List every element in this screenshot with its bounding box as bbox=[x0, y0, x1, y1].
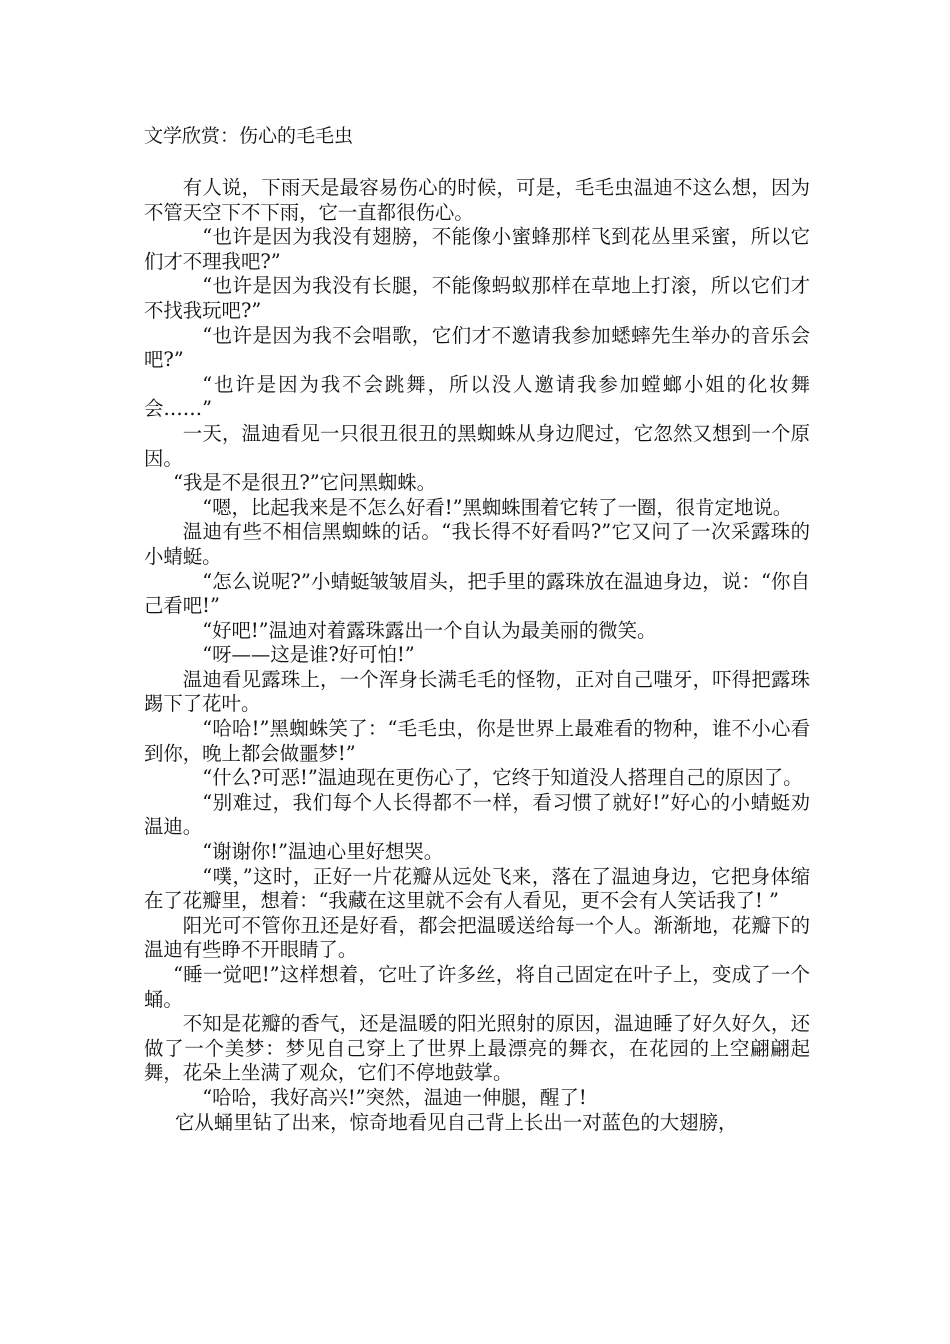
paragraph: “噗，”这时，正好一片花瓣从远处飞来，落在了温迪身边，它把身体缩在了花瓣里，想着：“我藏在这里就不会有人看见，更不会有人笑话我了! ” bbox=[144, 864, 810, 913]
paragraph: “也许是因为我没有翅膀，不能像小蜜蜂那样飞到花丛里采蜜，所以它们才不理我吧?” bbox=[144, 225, 810, 273]
paragraph: “呀——这是谁?好可怕!” bbox=[202, 643, 415, 667]
paragraph: “也许是因为我不会唱歌，它们才不邀请我参加蟋蟀先生举办的音乐会吧?” bbox=[144, 323, 810, 372]
paragraph: “也许是因为我没有长腿，不能像蚂蚁那样在草地上打滚，所以它们才不找我玩吧?” bbox=[144, 274, 810, 322]
paragraph: 有人说，下雨天是最容易伤心的时候，可是，毛毛虫温迪不这么想，因为不管天空下不下雨，它一直都很伤心。 bbox=[144, 176, 810, 224]
paragraph: “哈哈!”黑蜘蛛笑了：“毛毛虫，你是世界上最难看的物种，谁不小心看到你，晚上都会做噩梦!” bbox=[144, 717, 810, 765]
paragraph: “什么?可恶!”温迪现在更伤心了，它终于知道没人搭理自己的原因了。 bbox=[202, 766, 803, 790]
paragraph: 温迪看见露珠上，一个浑身长满毛毛的怪物，正对自己嗤牙，吓得把露珠踢下了花叶。 bbox=[144, 667, 810, 716]
paragraph: “别难过，我们每个人长得都不一样，看习惯了就好!”好心的小蜻蜓劝温迪。 bbox=[144, 790, 810, 839]
paragraph: 它从蛹里钻了出来，惊奇地看见自己背上长出一对蓝色的大翅膀， bbox=[175, 1110, 738, 1134]
paragraph: “好吧!”温迪对着露珠露出一个自认为最美丽的微笑。 bbox=[202, 618, 657, 642]
document-title: 文学欣赏：伤心的毛毛虫 bbox=[144, 125, 354, 147]
paragraph: “嗯，比起我来是不怎么好看!”黑蜘蛛围着它转了一圈，很肯定地说。 bbox=[202, 495, 793, 519]
document-body bbox=[144, 176, 810, 1135]
paragraph: 不知是花瓣的香气，还是温暖的阳光照射的原因，温迪睡了好久好久，还做了一个美梦：梦见自己穿上了世界上最漂亮的舞衣，在花园的上空翩翩起舞，花朵上坐满了观众，它们不停地鼓掌。 bbox=[144, 1012, 810, 1085]
paragraph: “也许是因为我不会跳舞，所以没人邀请我参加螳螂小姐的化妆舞会……” bbox=[144, 372, 810, 421]
paragraph: 一天，温迪看见一只很丑很丑的黑蜘蛛从身边爬过，它忽然又想到一个原因。 bbox=[144, 421, 810, 470]
paragraph: “睡一觉吧!”这样想着，它吐了许多丝，将自己固定在叶子上，变成了一个蛹。 bbox=[144, 963, 810, 1011]
paragraph: 阳光可不管你丑还是好看，都会把温暖送给每一个人。渐渐地，花瓣下的温迪有些睁不开眼睛了。 bbox=[144, 913, 810, 962]
paragraph: 温迪有些不相信黑蜘蛛的话。“我长得不好看吗?”它又问了一次采露珠的小蜻蜓。 bbox=[144, 520, 810, 568]
paragraph: “哈哈，我好高兴!”突然，温迪一伸腿，醒了! bbox=[202, 1085, 587, 1109]
paragraph: “谢谢你!”温迪心里好想哭。 bbox=[202, 840, 444, 864]
paragraph: “怎么说呢?”小蜻蜓皱皱眉头，把手里的露珠放在温迪身边，说：“你自己看吧!” bbox=[144, 569, 810, 618]
paragraph: “我是不是很丑?”它问黑蜘蛛。 bbox=[173, 471, 437, 495]
